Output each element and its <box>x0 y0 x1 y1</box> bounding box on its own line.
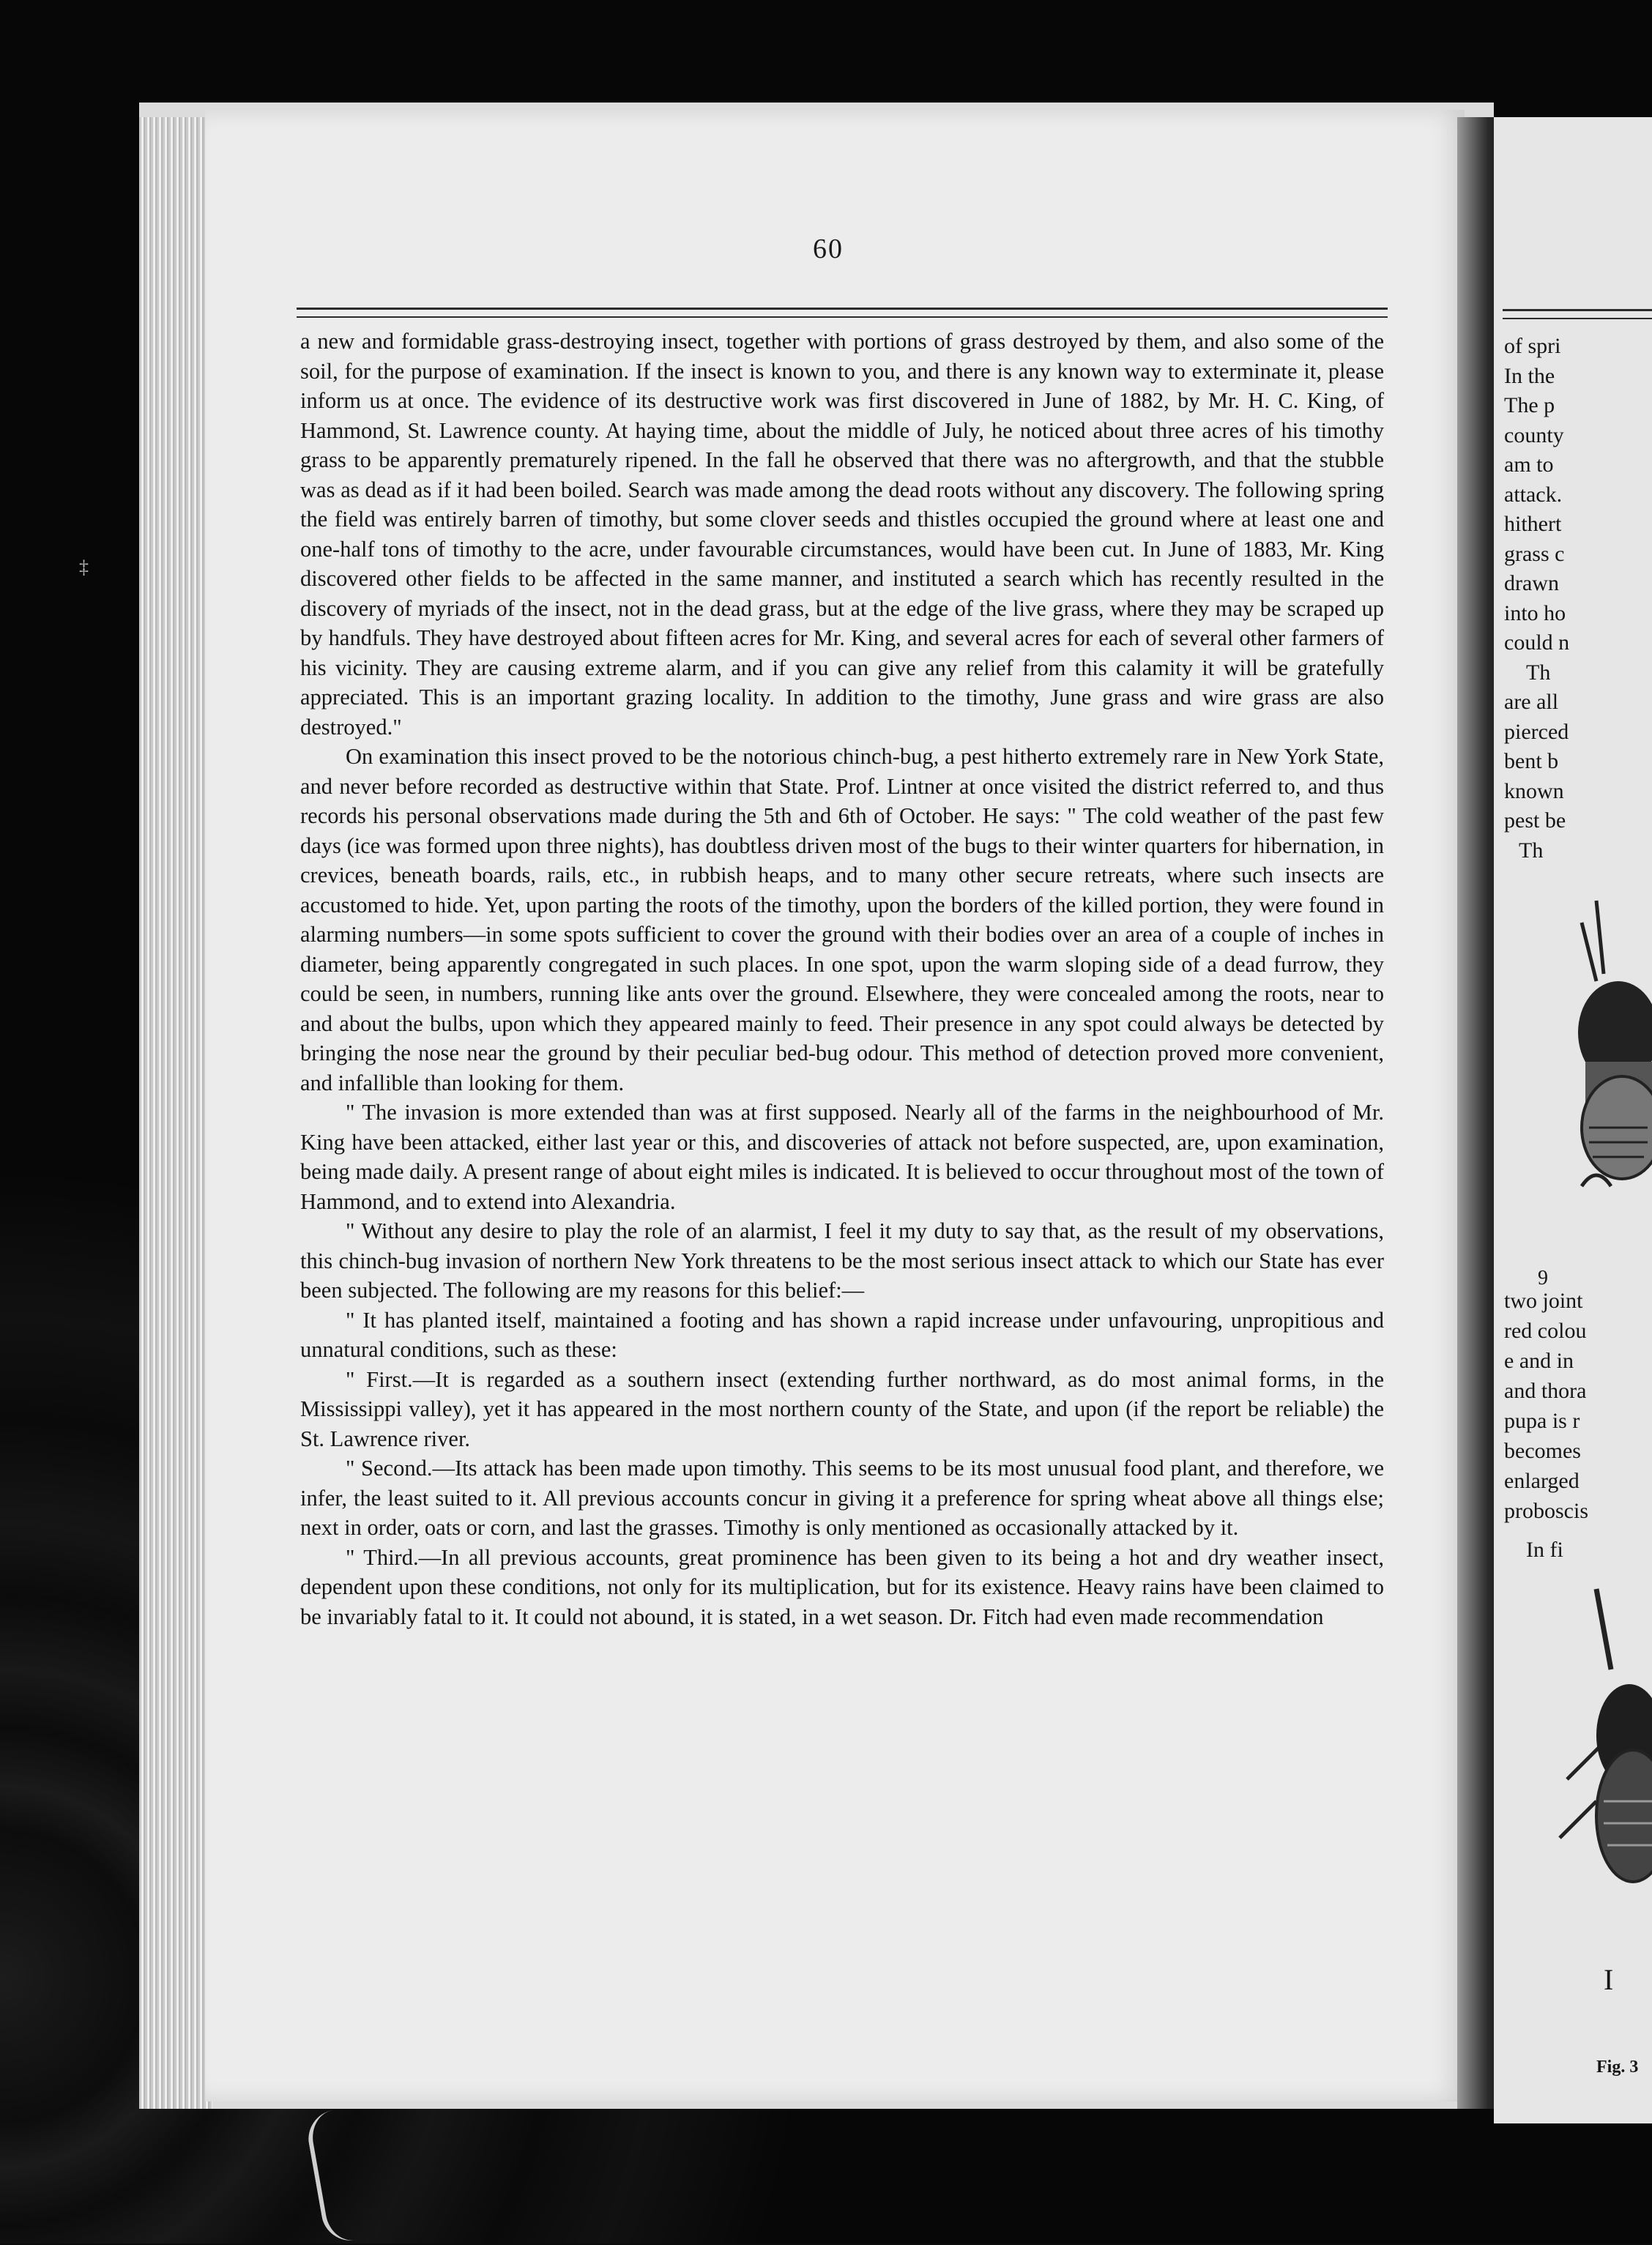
right-page-line: In the <box>1504 363 1555 388</box>
paragraph: " The invasion is more extended than was at first supposed. Nearly all of the farms in the neighbourhood of Mr. King have been attacked, either last year or this, and discoveries of attack not before suspected, are, upon examination, being made daily. A present range of about eight miles is indicated. It is believed to occur throughout most of the town of Hammond, and to extend into Alexandria. <box>300 1100 1384 1214</box>
right-page-line: pierced <box>1504 719 1569 744</box>
right-page-line: could n <box>1504 630 1570 655</box>
right-page-line: drawn <box>1504 571 1559 595</box>
paragraph: a new and formidable grass-destroying insect, together with portions of grass destroyed by them, and also some of the soil, for the purpose of examination. If the insect is known to you, and there is any known way to exterminate it, please inform us at once. The evidence of its destructive work was first discovered in June of 1882, by Mr. H. C. King, of Hammond, St. Lawrence county. At haying time, about the middle of July, he noticed about three acres of his timothy grass to be apparently prematurely ripened. In the fall he observed that there was no aftergrowth, and that the stubble was as dead as if it had been boiled. Search was made among the dead roots without any discovery. The following spring the field was entirely barren of timothy, but some clover seeds and thistles occupied the ground where at least one and one-half tons of timothy to the acre, under favourable circumstances, would have been cut. In June of 1883, Mr. King discovered other fields to be affected in the same manner, and instituted a search which has recently resulted in the discovery of myriads of the insect, not in the dead grass, but at the edge of the live grass, where they may be scraped up by handfuls. They have destroyed about fifteen acres for Mr. King, and several acres for each of several other farmers of his vicinity. They are causing extreme alarm, and if you can give any relief from this calamity it will be gratefully appreciated. This is an important grazing locality. In addition to the timothy, June grass and wire grass are also destroyed." <box>300 329 1384 740</box>
paragraph: " It has planted itself, maintained a footing and has shown a rapid increase under unfavouring, unpropitious and unnatural conditions, such as these: <box>300 1307 1384 1362</box>
header-rule <box>297 308 1388 310</box>
right-page-line: into ho <box>1504 600 1566 625</box>
header-rule-thin <box>297 316 1388 318</box>
paragraph: " Third.—In all previous accounts, great prominence has been given to its being a hot and dry weather insect, dependent upon these conditions, not only for its multiplication, but for its existence. Heavy rains have been claimed to be invariably fatal to it. It could not abound, it is stated, in a wet season. Dr. Fitch had even made recommendation <box>300 1544 1384 1629</box>
chinch-bug-figure-lower <box>1552 1582 1652 1889</box>
right-page-line: are all <box>1504 690 1559 714</box>
right-page-line: In fi <box>1526 1538 1563 1562</box>
right-page-line: known <box>1504 778 1564 803</box>
right-page <box>1494 117 1652 2123</box>
right-header-rule-thin <box>1503 318 1652 319</box>
right-page-line: e and in <box>1504 1349 1574 1373</box>
chinch-bug-figure-upper <box>1552 893 1652 1230</box>
right-page-line: enlarged <box>1504 1469 1580 1493</box>
figure-mark-upper: 9 <box>1538 1267 1548 1289</box>
figure-mark-lower: I <box>1604 1963 1614 1996</box>
right-page-line: The p <box>1504 393 1555 417</box>
body-text <box>300 327 1384 1631</box>
right-page-line: county <box>1504 422 1564 447</box>
paragraph: " Second.—Its attack has been made upon timothy. This seems to be its most unusual food plant, and therefore, we infer, the least suited to it. All previous accounts concur in giving it a preference for spring wheat above all things else; next in order, oats or corn, and last the grasses. Timothy is only mentioned as occasionally attacked by it. <box>300 1456 1384 1540</box>
paragraph: " First.—It is regarded as a southern insect (extending further northward, as do most animal forms, in the Mississippi valley), yet it has appeared in the most northern county of the State, and upon (if the report be reliable) the St. Lawrence river. <box>300 1366 1384 1451</box>
right-page-line: Th <box>1526 660 1551 685</box>
right-page-line: two joint <box>1504 1289 1583 1313</box>
paragraph: " Without any desire to play the role of an alarmist, I feel it my duty to say that, as the result of my observations, this chinch-bug invasion of northern New York threatens to be the most serious insect attack to which our State has ever been subjected. The following are my reasons for this belief:— <box>300 1218 1384 1303</box>
right-page-line: proboscis <box>1504 1499 1588 1523</box>
right-page-line: attack. <box>1504 482 1563 507</box>
figure-caption: Fig. 3 <box>1596 2058 1639 2077</box>
right-page-line: and thora <box>1504 1379 1587 1403</box>
right-page-line: pest be <box>1504 808 1566 833</box>
right-page-line: becomes <box>1504 1439 1581 1463</box>
right-page-line: Th <box>1519 838 1544 863</box>
page-number: 60 <box>813 234 844 264</box>
right-page-line: hithert <box>1504 512 1562 536</box>
right-page-line: red colou <box>1504 1319 1587 1343</box>
right-page-line: am to <box>1504 453 1554 477</box>
right-header-rule <box>1503 309 1652 311</box>
page-edges <box>139 117 212 2109</box>
right-page-line: grass c <box>1504 541 1565 566</box>
right-page-line: of spri <box>1504 334 1561 358</box>
right-page-line: pupa is r <box>1504 1409 1580 1433</box>
right-page-line: bent b <box>1504 749 1559 773</box>
margin-mark: ‡ <box>79 556 89 578</box>
paragraph: On examination this insect proved to be the notorious chinch-bug, a pest hitherto extremely rare in New York State, and never before recorded as destructive within that State. Prof. Lintner at once visited the district referred to, and thus records his personal observations made during the 5th and 6th of October. He says: " The cold weather of the past few days (ice was formed upon three nights), has doubtless driven most of the bugs to their winter quarters for hibernation, in crevices, beneath boards, rails, etc., in rubbish heaps, and to many other secure retreats, where such insects are accustomed to hide. Yet, upon parting the roots of the timothy, upon the borders of the killed portion, they were found in alarming numbers—in some spots sufficient to cover the ground with their bodies over an area of a couple of inches in diameter, being apparently congregated in such places. In one spot, upon the warm sloping side of a dead furrow, they could be seen, in numbers, running like ants over the ground. Elsewhere, they were concealed among the roots, near to and about the bulbs, upon which they appeared mainly to feed. Their presence in any spot could always be detected by bringing the nose near the ground by their peculiar bed-bug odour. This method of detection proved more convenient, and infallible than looking for them. <box>300 744 1384 1095</box>
